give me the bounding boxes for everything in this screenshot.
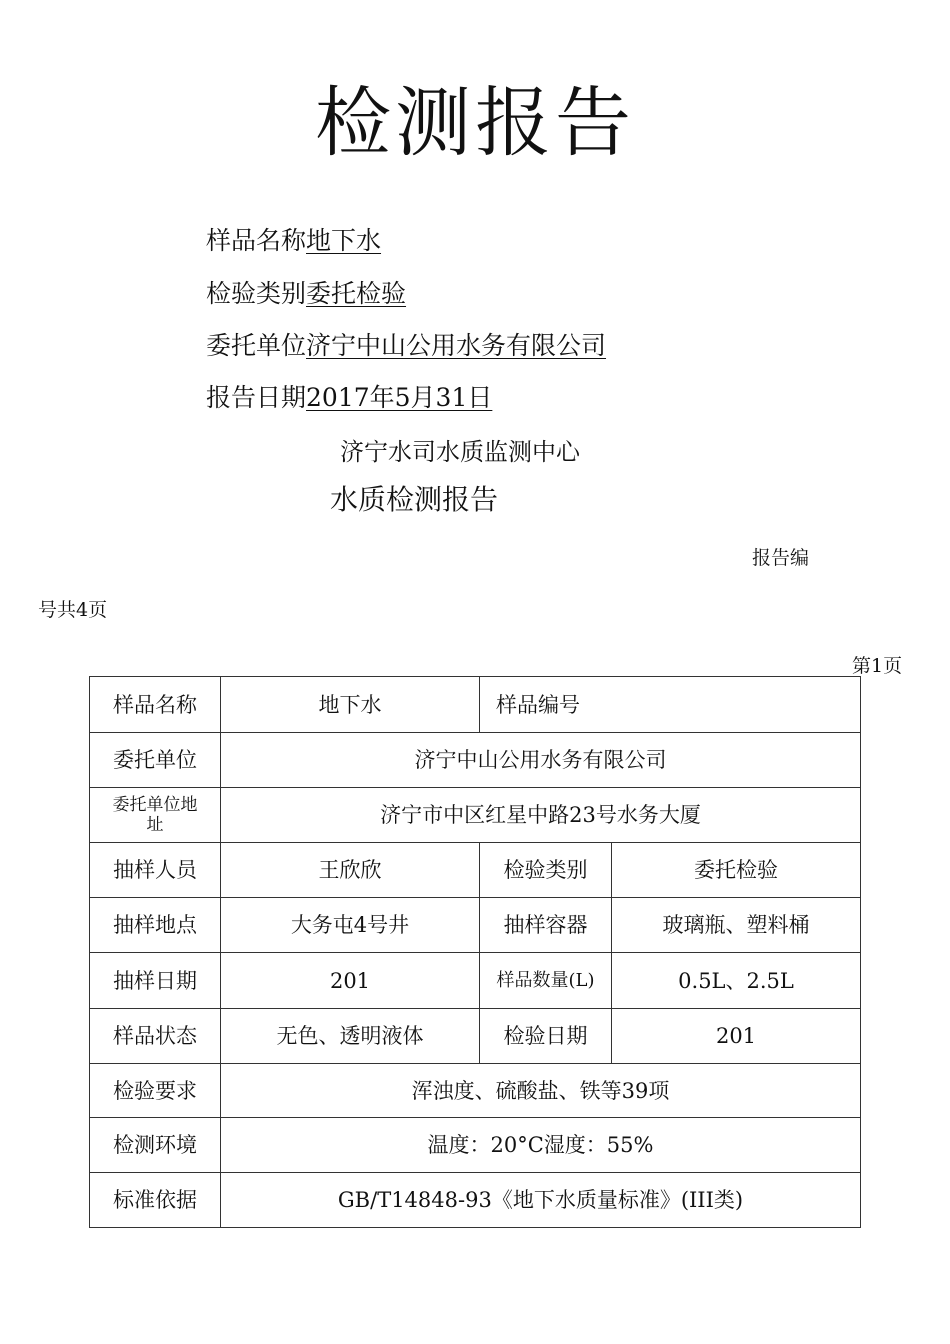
page-indicator: 第1页 (852, 655, 903, 677)
cell-value: 浑浊度、硫酸盐、铁等39项 (221, 1064, 861, 1118)
table-row (90, 677, 861, 733)
table-row (90, 1064, 861, 1118)
cell-label: 样品状态 (90, 1009, 221, 1064)
cell-label (480, 677, 861, 733)
cell-value: 201 (221, 953, 480, 1009)
cell-label: 抽样日期 (90, 953, 221, 1009)
cell-value: 无色、透明液体 (221, 1009, 480, 1064)
info-value: 2017年5月31日 (306, 383, 493, 412)
info-row-test-type (206, 277, 406, 311)
table-row (90, 788, 861, 843)
cell-value: 玻璃瓶、塑料桶 (612, 898, 861, 953)
report-title: 检测报告 (315, 78, 635, 167)
report-number-part2: 号共4页 (38, 599, 108, 621)
cell-label: 样品名称 (90, 677, 221, 733)
table-row (90, 843, 861, 898)
info-row-sample-name (206, 224, 381, 258)
organization-name: 济宁水司水质监测中心 (340, 438, 580, 466)
table-row (90, 1118, 861, 1173)
info-value: 地下水 (306, 226, 382, 255)
cell-value: 温度：20°C湿度：55% (221, 1118, 861, 1173)
cell-label: 抽样容器 (480, 898, 612, 953)
table-row (90, 1009, 861, 1064)
cell-value: 地下水 (221, 677, 480, 733)
info-row-report-date (206, 381, 492, 415)
info-label: 报告日期 (206, 383, 307, 412)
cell-label: 检验类别 (480, 843, 612, 898)
cell-value: 大务屯4号井 (221, 898, 480, 953)
table-row (90, 1173, 861, 1228)
table-row (90, 733, 861, 788)
cell-label: 标准依据 (90, 1173, 221, 1228)
report-number-part1: 报告编 (752, 547, 810, 569)
info-label: 委托单位 (206, 331, 307, 360)
info-label: 检验类别 (206, 279, 307, 308)
cell-label: 抽样人员 (90, 843, 221, 898)
cell-label: 委托单位 (90, 733, 221, 788)
info-label: 样品名称 (206, 226, 307, 255)
cell-label: 检测环境 (90, 1118, 221, 1173)
info-value: 济宁中山公用水务有限公司 (306, 331, 607, 360)
cell-value: 济宁市中区红星中路23号水务大厦 (221, 788, 861, 843)
cell-label: 检验日期 (480, 1009, 612, 1064)
cell-value: 王欣欣 (221, 843, 480, 898)
report-table (89, 676, 861, 1228)
subtitle: 水质检测报告 (330, 483, 499, 516)
sample-no-label: 样品编号 (496, 692, 580, 717)
info-value: 委托检验 (306, 279, 407, 308)
cell-label: 样品数量(L) (480, 953, 612, 1009)
cell-value: 0.5L、2.5L (612, 953, 861, 1009)
cell-value: GB/T14848-93《地下水质量标准》(III类) (221, 1173, 861, 1228)
table-row (90, 953, 861, 1009)
cell-label: 抽样地点 (90, 898, 221, 953)
cell-label: 委托单位地址 (90, 788, 221, 843)
info-row-client (206, 329, 606, 363)
cell-value: 济宁中山公用水务有限公司 (221, 733, 861, 788)
table-row (90, 898, 861, 953)
cell-value: 201 (612, 1009, 861, 1064)
cell-label: 检验要求 (90, 1064, 221, 1118)
cell-value: 委托检验 (612, 843, 861, 898)
